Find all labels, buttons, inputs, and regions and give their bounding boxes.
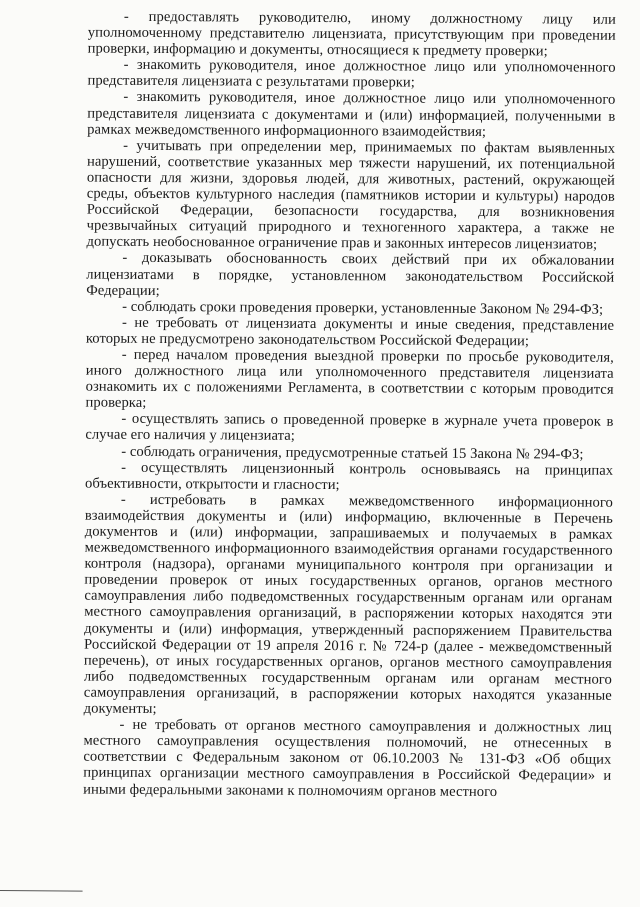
obligation-item-paragraph: - истребовать в рамках межведомственного информационного взаимодействия документы и (или) информацию, включенные в Перечень документов и (или) информации, запрашиваемых и получаемых в рамках межведомственного информационного взаимодействия органами государственного контроля (надзора), органами муниципального контроля при организации и проведении проверок от иных государственных органов, органов местного самоуправления либо подведомственных государственным органам или органам местного самоуправления организаций, в распоряжении которых находятся эти документы и (или) информация, утвержденный распоряжением Правительства Российской Федерации от 19 апреля 2016 г. № 724-р (далее - межведомственный перечень), от иных государственных органов, органов местного самоуправления либо подведомственных государственным органам или органам местного самоуправления организаций, в распоряжении которых находятся указанные документы; xyxy=(83,491,613,718)
obligation-item-paragraph: - не требовать от органов местного самоуправления и должностных лиц местного самоуправления осуществления полномочий, не отнесенных в соответствии с Федеральным законом от 06.10.2003 № 131-ФЗ «Об общих принципах организации местного самоуправления в Российской Федерации» и иными федеральными законами к полномочиям органов местного xyxy=(83,716,612,800)
obligation-item-paragraph: - соблюдать ограничения, предусмотренные статьей 15 Закона № 294-ФЗ; xyxy=(121,443,584,463)
obligation-item-paragraph: - осуществлять запись о проведенной проверке в журнале учета проверок в случае его наличия у лицензиата; xyxy=(85,411,614,445)
document-body xyxy=(83,9,616,801)
obligation-item-paragraph: - не требовать от лицензиата документы и иные сведения, представление которых не предусмотрено законодательством Российской Федерации; xyxy=(85,314,615,350)
obligation-item-paragraph: - учитывать при определении мер, принимаемых по фактам выявленных нарушений, соответствие указанных мер тяжести нарушений, их потенциальной опасности для жизни, здоровья людей, для животных, растений, окружающей среды, объектов культурного наследия (памятников истории и культуры) народов Российской Федерации, безопасности государства, для возникновения чрезвычайных ситуаций природного и техногенного характера, а также не допускать необоснованное ограничение прав и законных интересов лицензиатов; xyxy=(86,137,616,254)
obligation-item-paragraph: - соблюдать сроки проведения проверки, установленные Законом № 294-ФЗ; xyxy=(122,298,604,318)
obligation-item-paragraph: - предоставлять руководителю, иному должностному лицу или уполномоченному представителю лицензиата, присутствующим при проведении проверки, информацию и документы, относящиеся к предмету проверки; xyxy=(87,8,616,60)
obligation-item-paragraph: - знакомить руководителя, иное должностное лицо или уполномоченного представителя лицензиата с результатами проверки; xyxy=(87,57,616,91)
obligation-item-paragraph: - перед началом проведения выездной проверки по просьбе руководителя, иного должностного лица или уполномоченного представителя лицензиата ознакомить их с положениями Регламента, в соответствии с которым проводится проверка; xyxy=(85,346,614,412)
obligation-item-paragraph: - осуществлять лицензионный контроль основываясь на принципах объективности, открытости и гласности; xyxy=(84,459,614,493)
obligation-item-paragraph: - доказывать обоснованность своих действий при их обжаловании лицензиатами в порядке, установленном законодательством Российской Федерации; xyxy=(86,250,615,299)
footnote-divider xyxy=(0,890,83,892)
obligation-item-paragraph: - знакомить руководителя, иное должностное лицо или уполномоченного представителя лицензиата с документами и (или) информацией, полученными в рамках межведомственного информационного взаимодействия; xyxy=(87,89,616,140)
